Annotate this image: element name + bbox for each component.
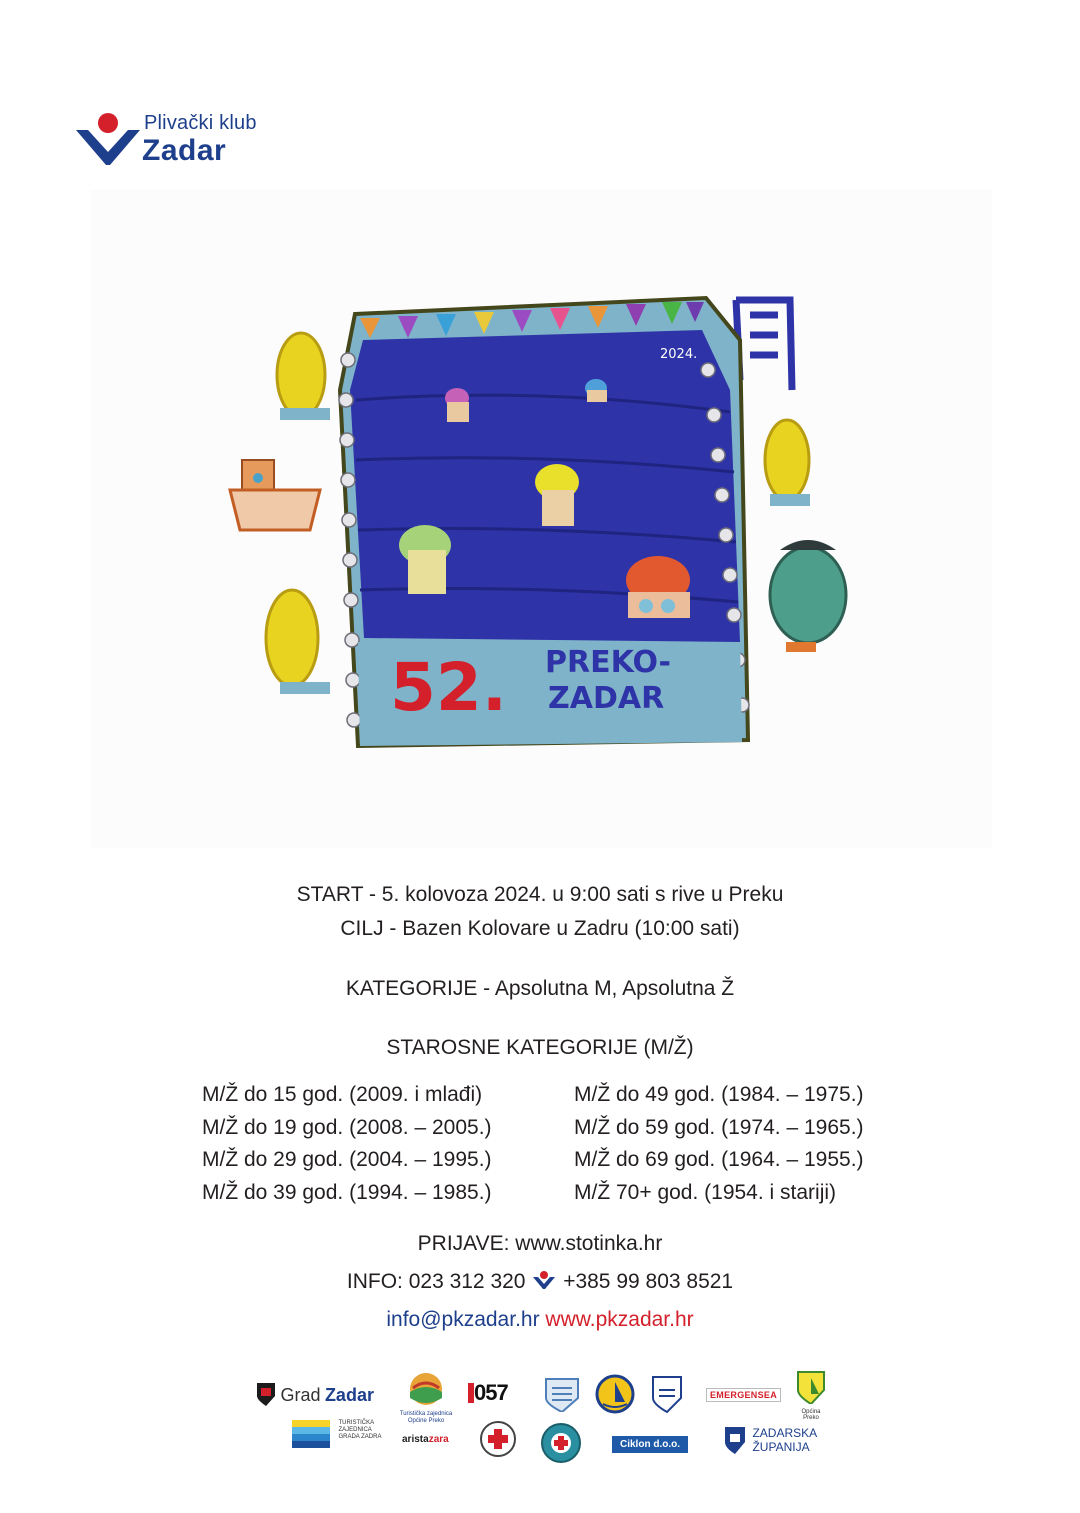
poster-year: 2024. <box>660 347 698 362</box>
boat-icon <box>230 460 320 530</box>
sponsor-aristazara: aristazara <box>402 1434 449 1445</box>
county-crest-icon <box>724 1426 746 1454</box>
age-category: M/Ž do 15 god. (2009. i mlađi) <box>202 1083 483 1106</box>
sponsor-zadarska-zupanija: ZADARSKA ŽUPANIJA <box>724 1426 817 1456</box>
sponsor-red-cross-icon <box>478 1420 518 1458</box>
age-category: M/Ž do 49 god. (1984. – 1975.) <box>574 1083 864 1106</box>
sponsor-sailing-club-icon <box>595 1374 635 1414</box>
email-link[interactable]: info@pkzadar.hr <box>386 1308 540 1331</box>
age-categories-title: STAROSNE KATEGORIJE (M/Ž) <box>386 1036 694 1059</box>
age-category: M/Ž do 59 god. (1974. – 1965.) <box>574 1115 864 1139</box>
sponsor-crest-icon <box>542 1376 582 1412</box>
poster-title-line1: PREKO- <box>545 645 671 680</box>
sponsor-emergensea: EMERGENSEA <box>706 1388 781 1402</box>
registration-info: PRIJAVE: www.stotinka.hr <box>417 1232 663 1255</box>
age-category: M/Ž do 69 god. (1964. – 1955.) <box>574 1148 864 1171</box>
age-categories-left <box>202 1079 492 1209</box>
sponsor-tz-preko: Turistička zajednica Općine Preko <box>398 1372 454 1425</box>
phone-mobile: +385 99 803 8521 <box>563 1270 734 1293</box>
sponsor-opcina-preko: Općina Preko <box>794 1370 828 1421</box>
age-category: M/Ž do 39 god. (1994. – 1985.) <box>202 1180 492 1204</box>
event-categories: KATEGORIJE - Apsolutna M, Apsolutna Ž <box>345 977 735 1000</box>
sponsor-radio-057: 057 <box>468 1380 508 1406</box>
sponsor-logos <box>250 1370 840 1470</box>
edition-number: 52. <box>390 649 507 726</box>
sponsor-grad-zadar: Grad Zadar <box>256 1382 374 1406</box>
club-logo <box>76 110 276 170</box>
pool-ladder-icon <box>736 300 792 390</box>
fish-icon <box>770 540 846 652</box>
sponsor-ciklon: Ciklon d.o.o. <box>612 1436 688 1453</box>
club-name-line1: Plivački klub <box>144 112 257 134</box>
poster-illustration <box>90 190 992 848</box>
age-category: M/Ž 70+ god. (1954. i stariji) <box>574 1180 837 1204</box>
club-mark-icon <box>533 1270 555 1290</box>
age-categories-right <box>574 1079 864 1209</box>
opcina-preko-crest-icon <box>796 1370 826 1404</box>
coat-of-arms-icon <box>256 1382 276 1406</box>
tz-zadar-logo-icon <box>292 1420 330 1448</box>
age-category: M/Ž do 19 god. (2008. – 2005.) <box>202 1115 492 1139</box>
phone-landline: INFO: 023 312 320 <box>346 1270 526 1293</box>
event-finish: CILJ - Bazen Kolovare u Zadru (10:00 sati) <box>340 917 740 940</box>
contact-info <box>0 1270 1080 1294</box>
club-logo-icon <box>76 110 140 170</box>
poster-title-line2: ZADAR <box>548 681 665 716</box>
website-link[interactable]: www.pkzadar.hr <box>545 1308 694 1331</box>
sponsor-tz-zadar: TURISTIČKA ZAJEDNICA GRADA ZADRA <box>292 1420 388 1448</box>
sponsor-mountain-rescue-icon <box>540 1422 582 1464</box>
web-contacts <box>0 1308 1080 1332</box>
club-name-line2: Zadar <box>142 134 227 167</box>
age-category: M/Ž do 29 god. (2004. – 1995.) <box>202 1148 492 1171</box>
sponsor-club-crest-icon <box>650 1374 684 1414</box>
event-start: START - 5. kolovoza 2024. u 9:00 sati s rive u Preku <box>296 883 784 906</box>
tz-preko-logo-icon <box>407 1372 445 1406</box>
